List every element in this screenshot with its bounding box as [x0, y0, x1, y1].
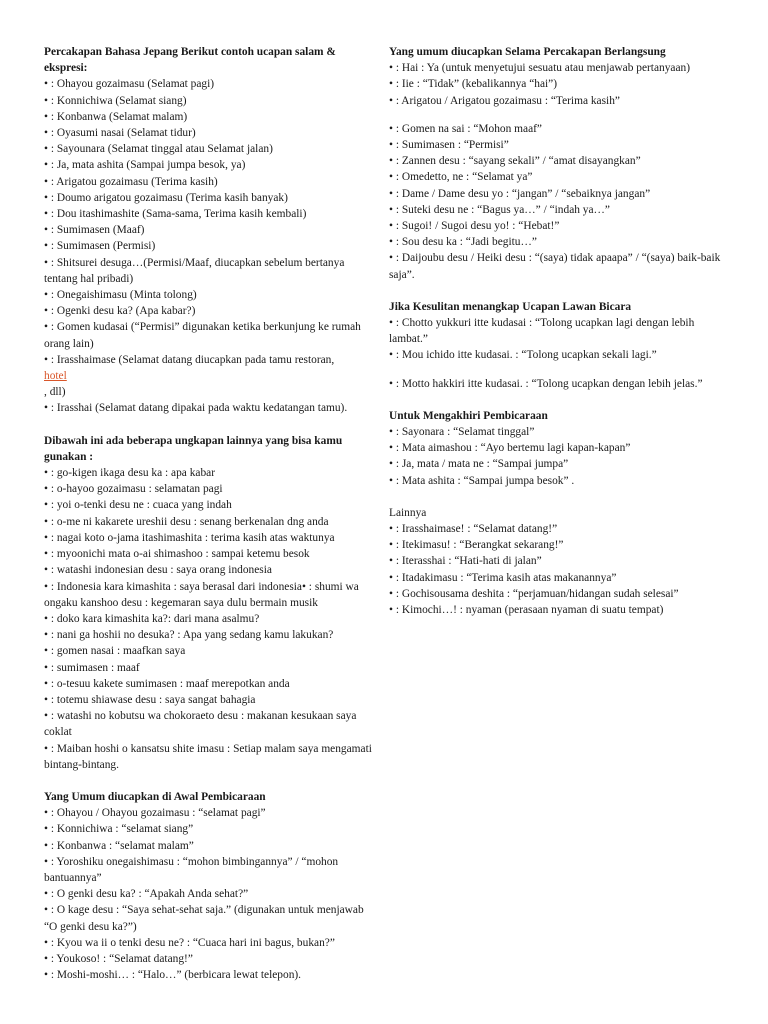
- list-item: • : Konnichiwa (Selamat siang): [44, 94, 187, 107]
- section-opening: [44, 789, 378, 983]
- list-item: • : Zannen desu : “sayang sekali” / “amat disayangkan”: [389, 155, 641, 168]
- list-item: • : Dame / Dame desu yo : “jangan” / “sebaiknya jangan”: [389, 187, 651, 200]
- list-item: • : Maiban hoshi o kansatsu shite imasu : Setiap malam saya mengamati bintang-bintang.: [44, 742, 372, 771]
- section-heading: Lainnya: [389, 506, 427, 519]
- list-item: • : Ohayou gozaimasu (Selamat pagi): [44, 78, 215, 91]
- list-item: • : yoi o-tenki desu ne : cuaca yang indah: [44, 499, 232, 512]
- right-column: [389, 44, 725, 618]
- list-item: • : O genki desu ka? : “Apakah Anda sehat?”: [44, 888, 249, 901]
- list-item: • : Arigatou / Arigatou gozaimasu : “Terima kasih”: [389, 94, 620, 107]
- hotel-link[interactable]: hotel: [44, 370, 67, 383]
- list-item: • : Konbanwa (Selamat malam): [44, 110, 188, 123]
- list-item: • : Gochisousama deshita : “perjamuan/hidangan sudah selesai”: [389, 587, 679, 600]
- list-item: • : Sayounara (Selamat tinggal atau Selamat jalan): [44, 143, 273, 156]
- list-item: • : watashi indonesian desu : saya orang indonesia: [44, 564, 272, 577]
- list-item: • : Chotto yukkuri itte kudasai : “Tolong ucapkan lagi dengan lebih lambat.”: [389, 317, 695, 346]
- section-heading: Untuk Mengakhiri Pembicaraan: [389, 409, 548, 422]
- list-item: • : Mou ichido itte kudasai. : “Tolong ucapkan sekali lagi.”: [389, 349, 657, 362]
- list-item: • : Sumimasen (Permisi): [44, 240, 156, 253]
- list-item: • : Itekimasu! : “Berangkat sekarang!”: [389, 539, 564, 552]
- section-others: [389, 505, 725, 618]
- list-item: • : Irasshaimase (Selamat datang diucapkan pada tamu restoran,: [44, 353, 335, 366]
- list-item: • : nagai koto o-jama itashimashita : terima kasih atas waktunya: [44, 531, 335, 544]
- list-item: • : Hai : Ya (untuk menyetujui sesuatu atau menjawab pertanyaan): [389, 62, 691, 75]
- section-heading: Yang umum diucapkan Selama Percakapan Berlangsung: [389, 46, 666, 58]
- list-item: • : Sou desu ka : “Jadi begitu…”: [389, 236, 537, 249]
- list-item: • : nani ga hoshii no desuka? : Apa yang sedang kamu lakukan?: [44, 629, 334, 642]
- list-item: • : gomen nasai : maafkan saya: [44, 645, 186, 658]
- list-item: • : Irasshai (Selamat datang dipakai pada waktu kedatangan tamu).: [44, 402, 348, 415]
- list-item: • : Ja, mata / mata ne : “Sampai jumpa”: [389, 458, 569, 471]
- list-item: • : Motto hakkiri itte kudasai. : “Tolong ucapkan dengan lebih jelas.”: [389, 377, 703, 390]
- list-item: • : Irasshaimase! : “Selamat datang!”: [389, 523, 558, 536]
- section-during-conversation: [389, 44, 725, 283]
- list-item: • : Sumimasen (Maaf): [44, 224, 145, 237]
- list-item: • : Youkoso! : “Selamat datang!”: [44, 952, 193, 965]
- list-item: • : Kimochi…! : nyaman (perasaan nyaman di suatu tempat): [389, 604, 664, 617]
- list-item: • : o-tesuu kakete sumimasen : maaf merepotkan anda: [44, 677, 290, 690]
- list-item: • : Konnichiwa : “selamat siang”: [44, 823, 194, 836]
- list-item: • : Arigatou gozaimasu (Terima kasih): [44, 175, 218, 188]
- list-item: • : Sayonara : “Selamat tinggal”: [389, 426, 535, 439]
- list-item: • : Indonesia kara kimashita : saya berasal dari indonesia• : shumi wa ongaku kanshoo desu : kegemaran saya dulu bermain musik: [44, 580, 359, 609]
- list-item: • : Mata ashita : “Sampai jumpa besok” .: [389, 474, 575, 487]
- list-item: • : Sumimasen : “Permisi”: [389, 139, 509, 152]
- list-item: • : doko kara kimashita ka?: dari mana asalmu?: [44, 612, 260, 625]
- section-heading: Percakapan Bahasa Jepang Berikut contoh ucapan salam & ekspresi:: [44, 46, 336, 75]
- section-heading: Dibawah ini ada beberapa ungkapan lainnya yang bisa kamu gunakan :: [44, 434, 343, 463]
- list-item: • : Gomen kudasai (“Permisi” digunakan ketika berkunjung ke rumah orang lain): [44, 321, 361, 350]
- list-item: • : o-me ni kakarete ureshii desu : senang berkenalan dng anda: [44, 515, 329, 528]
- section-other-expressions: [44, 433, 378, 773]
- list-item: • : O kage desu : “Saya sehat-sehat saja.” (digunakan untuk menjawab “O genki desu ka?”): [44, 904, 364, 933]
- list-item: • : watashi no kobutsu wa chokoraeto desu : makanan kesukaan saya coklat: [44, 710, 357, 739]
- list-item: • : totemu shiawase desu : saya sangat bahagia: [44, 693, 256, 706]
- section-ending: [389, 408, 725, 489]
- section-heading: Jika Kesulitan menangkap Ucapan Lawan Bicara: [389, 300, 632, 313]
- list-item: • : Kyou wa ii o tenki desu ne? : “Cuaca hari ini bagus, bukan?”: [44, 936, 335, 949]
- list-item: • : Mata aimashou : “Ayo bertemu lagi kapan-kapan”: [389, 442, 631, 455]
- list-item: • : Onegaishimasu (Minta tolong): [44, 289, 197, 302]
- list-item: • : Suteki desu ne : “Bagus ya…” / “indah ya…”: [389, 203, 610, 216]
- list-item: • : Ohayou / Ohayou gozaimasu : “selamat pagi”: [44, 807, 266, 820]
- list-item: • : Ja, mata ashita (Sampai jumpa besok, ya): [44, 159, 246, 172]
- list-item-continuation: , dll): [44, 386, 66, 399]
- list-item: • : myoonichi mata o-ai shimashoo : sampai ketemu besok: [44, 548, 310, 561]
- list-item: • : o-hayoo gozaimasu : selamatan pagi: [44, 483, 223, 496]
- list-item: • : sumimasen : maaf: [44, 661, 140, 674]
- section-greetings: [44, 44, 378, 417]
- left-column: [44, 44, 378, 983]
- list-item: • : Omedetto, ne : “Selamat ya”: [389, 171, 533, 184]
- list-item: • : Gomen na sai : “Mohon maaf”: [389, 122, 542, 135]
- list-item: • : Doumo arigatou gozaimasu (Terima kasih banyak): [44, 191, 288, 204]
- list-item: • : go-kigen ikaga desu ka : apa kabar: [44, 467, 215, 480]
- list-item: • : Dou itashimashite (Sama-sama, Terima kasih kembali): [44, 208, 307, 221]
- list-item: • : Yoroshiku onegaishimasu : “mohon bimbingannya” / “mohon bantuannya”: [44, 855, 339, 884]
- list-item: • : Konbanwa : “selamat malam”: [44, 839, 194, 852]
- list-item: • : Daijoubu desu / Heiki desu : “(saya) tidak apaapa” / “(saya) baik-baik saja”.: [389, 252, 721, 281]
- list-item: • : Moshi-moshi… : “Halo…” (berbicara lewat telepon).: [44, 969, 302, 982]
- section-difficulty-hearing: [389, 299, 725, 392]
- list-item: • : Iie : “Tidak” (kebalikannya “hai”): [389, 78, 558, 91]
- section-heading: Yang Umum diucapkan di Awal Pembicaraan: [44, 790, 266, 803]
- list-item: • : Iterasshai : “Hati-hati di jalan”: [389, 555, 542, 568]
- list-item: • : Itadakimasu : “Terima kasih atas makanannya”: [389, 571, 617, 584]
- list-item: • : Ogenki desu ka? (Apa kabar?): [44, 305, 196, 318]
- list-item: • : Sugoi! / Sugoi desu yo! : “Hebat!”: [389, 220, 560, 233]
- list-item: • : Oyasumi nasai (Selamat tidur): [44, 127, 196, 140]
- list-item: • : Shitsurei desuga…(Permisi/Maaf, diucapkan sebelum bertanya tentang hal pribadi): [44, 256, 345, 285]
